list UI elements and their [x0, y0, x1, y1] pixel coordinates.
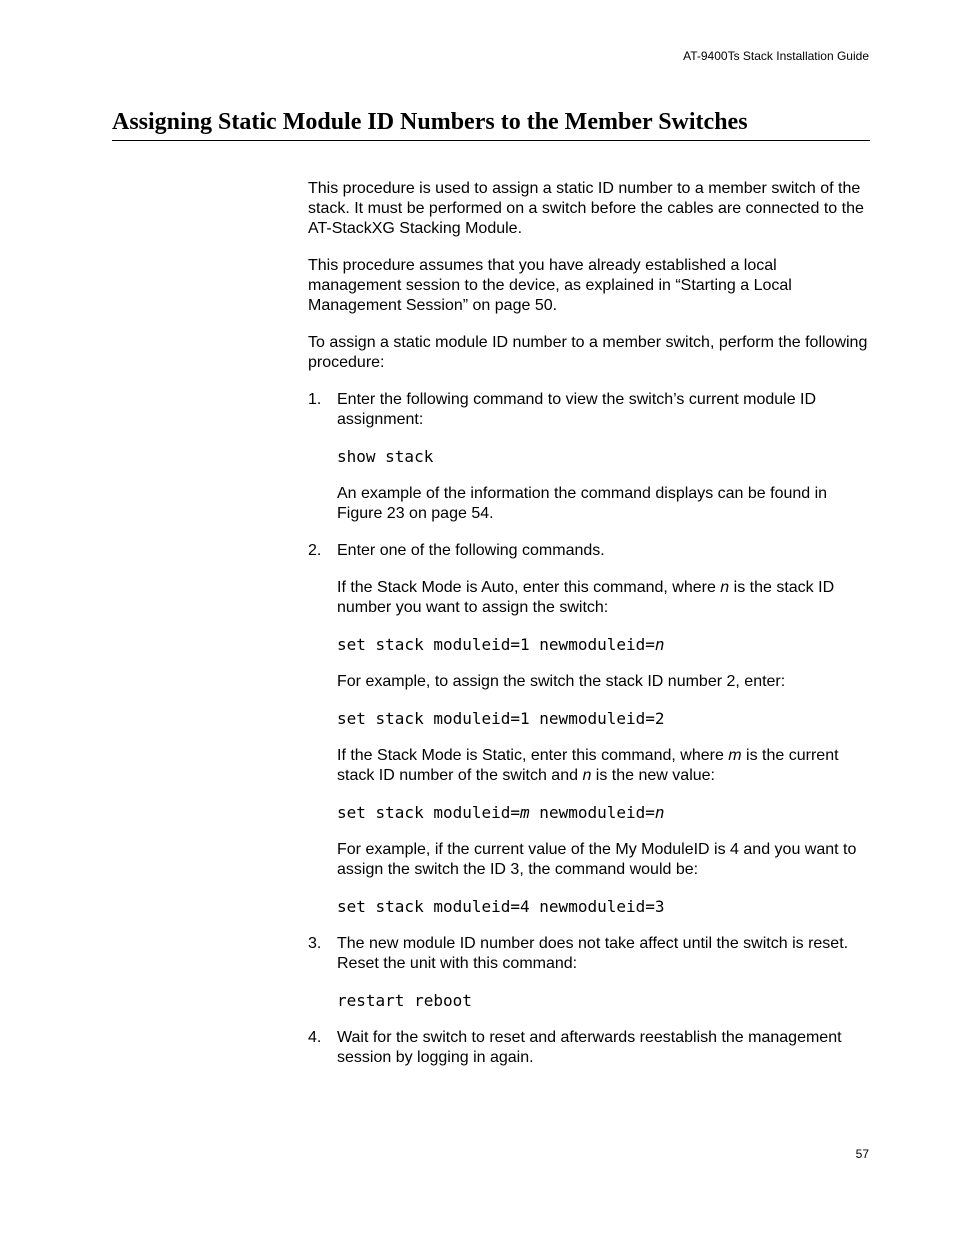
step-number: 2.	[308, 542, 322, 559]
step-1	[308, 390, 870, 430]
code-run: newmoduleid=	[529, 803, 655, 822]
intro-paragraph: This procedure is used to assign a static ID number to a member switch of the stack. It must be performed on a switch before the cables are connected to the AT-StackXG Stacking Module.	[308, 180, 864, 237]
step-note: An example of the information the command displays can be found in Figure 23 on page 54.	[337, 485, 828, 522]
step-3	[308, 934, 870, 974]
text-run: If the Stack Mode is Auto, enter this command, where	[337, 579, 721, 596]
step-text: Enter one of the following commands.	[337, 542, 605, 559]
variable-n: n	[720, 579, 730, 596]
step-number: 1.	[308, 391, 322, 408]
step-number: 4.	[308, 1029, 322, 1046]
command-set-example: set stack moduleid=1 newmoduleid=2	[337, 709, 665, 728]
text-run: is the stack ID number you want to assign the switch:	[337, 579, 835, 616]
variable-n: n	[654, 635, 665, 654]
text-run: is the current stack ID number of the switch and	[337, 747, 839, 784]
code-run: set stack moduleid=1 newmoduleid=	[337, 635, 655, 654]
intro-paragraph: This procedure assumes that you have already established a local management session to the device, as explained in “Starting a Local Management Session” on page 50.	[308, 257, 792, 314]
running-header: AT-9400Ts Stack Installation Guide	[683, 49, 869, 63]
variable-n: n	[582, 767, 592, 784]
page-number: 57	[855, 1147, 869, 1161]
static-mode-instruction	[308, 746, 870, 786]
example-paragraph: For example, if the current value of the My ModuleID is 4 and you want to assign the switch the ID 3, the command would be:	[337, 841, 857, 878]
text-run: If the Stack Mode is Static, enter this command, where	[337, 747, 729, 764]
step-2	[308, 541, 870, 561]
command-restart-reboot: restart reboot	[337, 991, 472, 1010]
text-run: is the new value:	[591, 767, 715, 784]
step-text: The new module ID number does not take affect until the switch is reset. Reset the unit with this command:	[337, 935, 849, 972]
example-paragraph: For example, to assign the switch the stack ID number 2, enter:	[337, 673, 786, 690]
variable-m: m	[520, 803, 530, 822]
step-text: Wait for the switch to reset and afterwards reestablish the management session by logging in again.	[337, 1029, 842, 1066]
command-set-auto	[337, 635, 870, 655]
procedure-body	[308, 179, 870, 1085]
step-4	[308, 1028, 870, 1068]
command-set-static-example: set stack moduleid=4 newmoduleid=3	[337, 897, 665, 916]
intro-paragraph: To assign a static module ID number to a member switch, perform the following procedure:	[308, 334, 868, 371]
variable-m: m	[728, 747, 742, 764]
variable-n: n	[654, 803, 665, 822]
command-set-static	[337, 803, 870, 823]
code-run: set stack moduleid=	[337, 803, 521, 822]
command-show-stack: show stack	[337, 447, 434, 466]
title-rule	[112, 140, 870, 141]
step-number: 3.	[308, 935, 322, 952]
section-title: Assigning Static Module ID Numbers to the Member Switches	[112, 109, 748, 135]
auto-mode-instruction	[308, 578, 870, 618]
step-text: Enter the following command to view the switch’s current module ID assignment:	[337, 391, 817, 428]
